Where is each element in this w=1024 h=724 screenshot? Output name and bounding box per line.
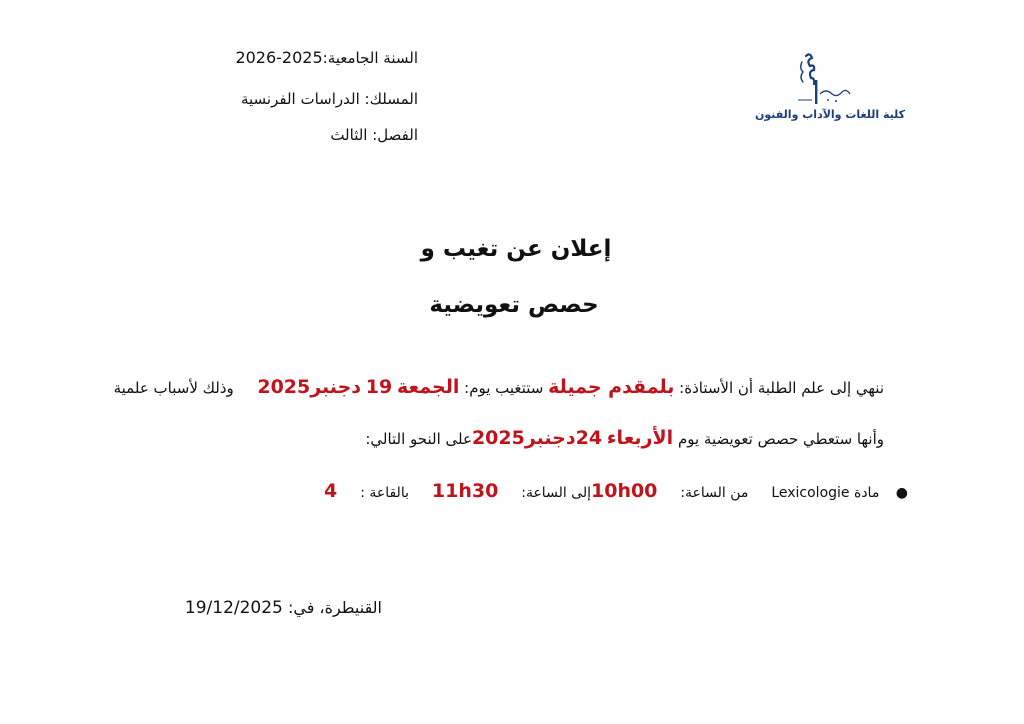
issue-date: 19/12/2025	[184, 598, 283, 618]
subject-label: مادة	[853, 485, 880, 501]
faculty-logo-caption: كلية اللغات والآداب والفنون	[754, 108, 906, 121]
absence-date-number: 19	[365, 376, 393, 398]
teacher-name: بلمقدم جميلة	[548, 376, 675, 398]
absence-day: الجمعة	[397, 376, 460, 398]
track	[241, 90, 418, 108]
p1-absence-text: ستتغيب يوم:	[464, 379, 544, 397]
room-number: 4	[324, 480, 338, 502]
to-time: 11h30	[431, 480, 499, 502]
makeup-date-number: 24	[575, 427, 603, 449]
makeup-year: 2025	[471, 427, 525, 449]
session-list-item	[324, 480, 908, 502]
academic-year-label: السنة الجامعية:	[322, 49, 418, 67]
academic-year	[235, 48, 418, 67]
track-value: الدراسات الفرنسية	[240, 90, 360, 108]
p2-outro: على النحو التالي:	[365, 430, 472, 448]
makeup-paragraph	[365, 427, 884, 449]
announcement-title-line2: حصص تعويضية	[429, 292, 599, 318]
semester-value: الثالث	[330, 126, 368, 144]
absence-year: 2025	[257, 376, 311, 398]
p2-intro: وأنها ستعطي حصص تعويضية يوم	[677, 430, 884, 448]
makeup-day: الأربعاء	[606, 427, 674, 449]
semester	[330, 126, 418, 144]
absence-paragraph	[114, 376, 884, 398]
subject-name: Lexicologie	[771, 485, 850, 501]
track-label: المسلك:	[364, 90, 418, 108]
p1-reason: وذلك لأسباب علمية	[113, 379, 234, 397]
from-time: 10h00	[591, 480, 658, 502]
from-label: من الساعة:	[680, 485, 749, 501]
room-label: بالقاعة :	[360, 485, 409, 501]
absence-month: دجنبر	[310, 376, 362, 398]
place-label: القنيطرة، في:	[287, 598, 382, 617]
semester-label: الفصل:	[372, 126, 418, 144]
announcement-title-line1: إعلان عن تغيب و	[420, 236, 612, 262]
bullet-icon: ●	[895, 485, 908, 501]
academic-year-value: 2026-2025	[235, 48, 323, 67]
faculty-logo-emblem-icon	[758, 50, 908, 110]
signature-place-date	[185, 598, 382, 618]
makeup-month: دجنبر	[524, 427, 576, 449]
p1-intro: ننهي إلى علم الطلبة أن الأستاذة:	[679, 379, 884, 397]
to-label: إلى الساعة:	[521, 485, 591, 501]
